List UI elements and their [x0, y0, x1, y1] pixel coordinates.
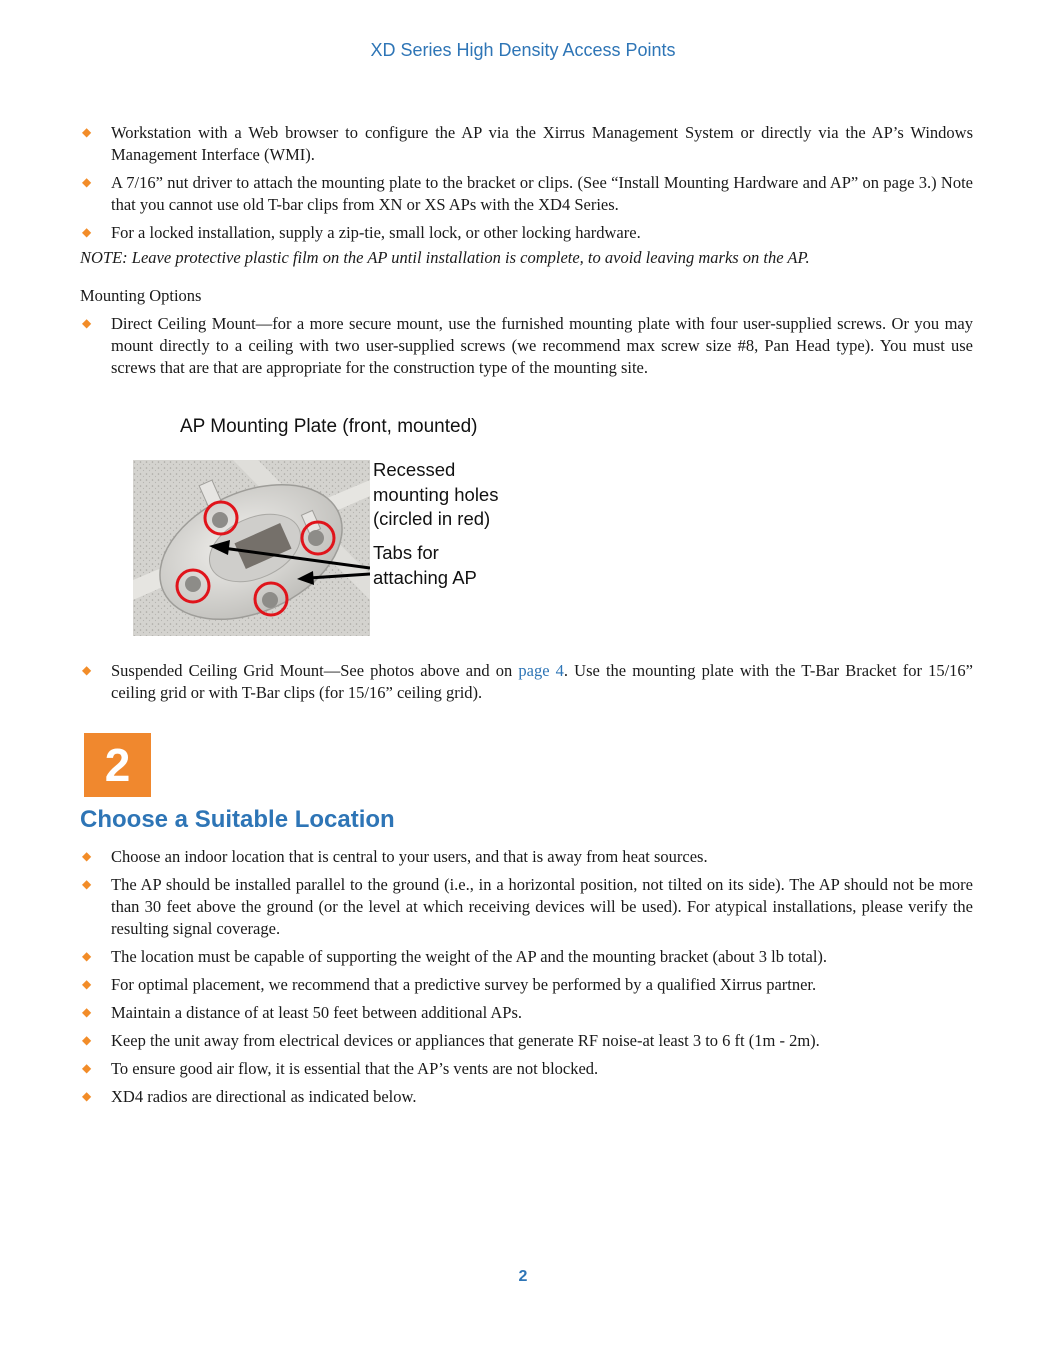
list-item-text: Workstation with a Web browser to configure the AP via the Xirrus Management System or directly via the AP’s Windows Management Interface (WMI). — [111, 123, 973, 164]
list-item — [80, 946, 973, 968]
list-item — [80, 313, 973, 379]
list-item-text: To ensure good air flow, it is essential that the AP’s vents are not blocked. — [111, 1059, 599, 1078]
list-item — [80, 1086, 973, 1108]
list-item — [80, 846, 973, 868]
list-item — [80, 974, 973, 996]
callout-line: mounting holes — [373, 483, 499, 505]
mounting-options-heading: Mounting Options — [80, 286, 202, 305]
callout-holes — [373, 458, 498, 532]
diamond-bullet-icon: ◆ — [82, 225, 92, 239]
diamond-bullet-icon: ◆ — [82, 663, 92, 677]
list-item-text: XD4 radios are directional as indicated below. — [111, 1087, 417, 1106]
list-item — [80, 660, 973, 704]
callout-line: (circled in red) — [373, 508, 491, 529]
diamond-bullet-icon: ◆ — [82, 877, 92, 891]
list-item-text: The location must be capable of supporting the weight of the AP and the mounting bracket (about 3 lb total). — [111, 947, 828, 966]
list-item-text: Maintain a distance of at least 50 feet between additional APs. — [111, 1003, 523, 1022]
list-item-text: Keep the unit away from electrical devices or appliances that generate RF noise-at least 3 to 6 ft (1m - 2m). — [111, 1031, 820, 1050]
list-item-text: . Use the mounting plate with the T-Bar Bracket for 15/16” ceiling grid or with T-Bar clips (for 15/16” ceiling grid). — [111, 661, 973, 702]
section-title: Choose a Suitable Location — [80, 806, 395, 833]
diamond-bullet-icon: ◆ — [82, 1089, 92, 1103]
list-item — [80, 222, 973, 244]
diamond-bullet-icon: ◆ — [82, 1033, 92, 1047]
diamond-bullet-icon: ◆ — [82, 316, 92, 330]
step-number-badge: 2 — [84, 733, 151, 797]
list-item-text: Choose an indoor location that is central to your users, and that is away from heat sources. — [111, 847, 708, 866]
callout-tabs — [373, 541, 477, 590]
list-item-text: The AP should be installed parallel to the ground (i.e., in a horizontal position, not tilted on its side). The AP should not be more than 30 feet above the ground (or the level at which receiving devices will be used). For atypical installations, please verify the resulting signal coverage. — [111, 875, 973, 938]
list-item — [80, 1030, 973, 1052]
diamond-bullet-icon: ◆ — [82, 125, 92, 139]
callout-line: Tabs for — [373, 542, 439, 563]
requirements-list — [80, 122, 973, 250]
page-4-link[interactable]: page 4 — [518, 661, 564, 680]
mounting-plate-photo — [133, 460, 370, 636]
diamond-bullet-icon: ◆ — [82, 1005, 92, 1019]
page-header: XD Series High Density Access Points — [370, 40, 676, 60]
list-item — [80, 122, 973, 166]
diamond-bullet-icon: ◆ — [82, 175, 92, 189]
list-item — [80, 1058, 973, 1080]
list-item-text: For optimal placement, we recommend that a predictive survey be performed by a qualified Xirrus partner. — [111, 975, 817, 994]
list-item — [80, 172, 973, 216]
diamond-bullet-icon: ◆ — [82, 1061, 92, 1075]
list-item-text: Direct Ceiling Mount—for a more secure mount, use the furnished mounting plate with four user-supplied screws. Or you may mount directly to a ceiling with two user-supplied screws (we recommend max screw size #8, Pan Head type). You must use screws that are that are appropriate for the construction type of the mounting site. — [111, 314, 973, 377]
diamond-bullet-icon: ◆ — [82, 849, 92, 863]
note-text: NOTE: Leave protective plastic film on the AP until installation is complete, to avoid leaving marks on the AP. — [80, 248, 810, 267]
diamond-bullet-icon: ◆ — [82, 977, 92, 991]
callout-line: Recessed — [373, 459, 456, 480]
figure-caption: AP Mounting Plate (front, mounted) — [180, 416, 478, 437]
list-item-text: For a locked installation, supply a zip-tie, small lock, or other locking hardware. — [111, 223, 641, 242]
page-number: 2 — [518, 1268, 528, 1285]
location-list — [80, 846, 973, 1114]
callout-line: attaching AP — [373, 566, 477, 588]
diamond-bullet-icon: ◆ — [82, 949, 92, 963]
list-item-text: Suspended Ceiling Grid Mount—See photos above and on — [111, 661, 519, 680]
mounting-list — [80, 313, 973, 385]
list-item-text: A 7/16” nut driver to attach the mounting plate to the bracket or clips. (See “Install Mounting Hardware and AP” on page 3.) Note that you cannot use old T-bar clips from XN or XS APs with the XD4 Series. — [111, 173, 973, 214]
list-item — [80, 874, 973, 940]
grid-mount-list — [80, 660, 973, 710]
list-item — [80, 1002, 973, 1024]
